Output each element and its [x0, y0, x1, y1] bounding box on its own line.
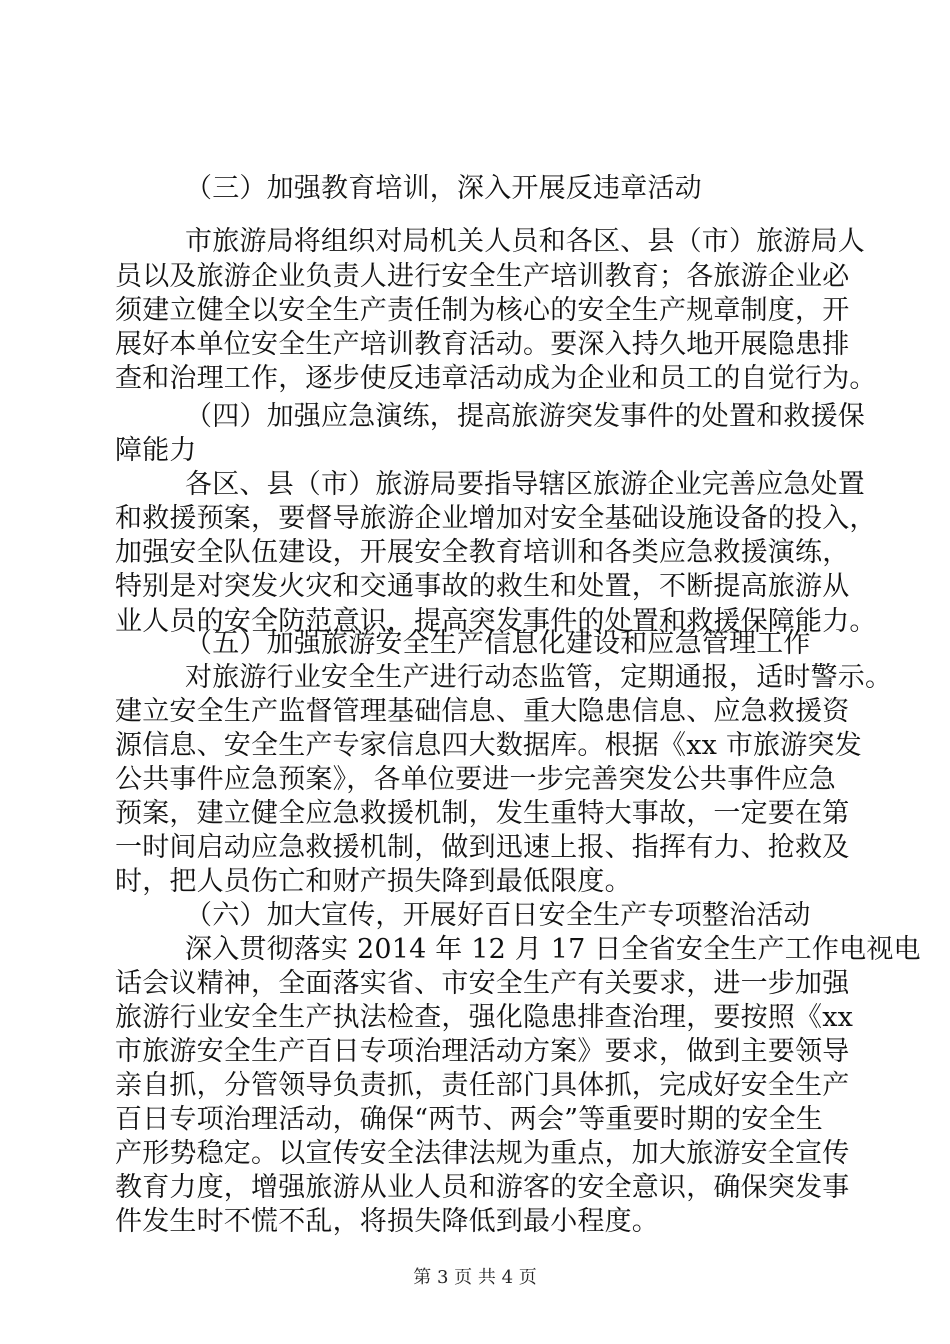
section-heading-3: （三）加强教育培训，深入开展反违章活动	[185, 173, 702, 204]
paragraph-line: 各区、县（市）旅游局要指导辖区旅游企业完善应急处置	[185, 469, 865, 500]
page-number-footer: 第 3 页 共 4 页	[413, 1267, 537, 1288]
paragraph-line: 市旅游安全生产百日专项治理活动方案》要求，做到主要领导	[115, 1036, 850, 1067]
paragraph-line: 市旅游局将组织对局机关人员和各区、县（市）旅游局人	[185, 226, 865, 257]
paragraph-line: 旅游行业安全生产执法检查，强化隐患排查治理，要按照《xx	[115, 1002, 854, 1033]
paragraph-line: 特别是对突发火灾和交通事故的救生和处置，不断提高旅游从	[115, 571, 850, 602]
paragraph-line: 和救援预案，要督导旅游企业增加对安全基础设施设备的投入，	[115, 503, 877, 534]
paragraph-line: 深入贯彻落实 2014 年 12 月 17 日全省安全生产工作电视电	[185, 934, 921, 965]
paragraph-line: 预案，建立健全应急救援机制，发生重特大事故，一定要在第	[115, 798, 850, 829]
paragraph-line: 业人员的安全防范意识，提高突发事件的处置和救援保障能力。	[115, 606, 877, 637]
paragraph-line: 须建立健全以安全生产责任制为核心的安全生产规章制度，开	[115, 295, 850, 326]
paragraph-line: 话会议精神，全面落实省、市安全生产有关要求，进一步加强	[115, 968, 850, 999]
paragraph-line: 展好本单位安全生产培训教育活动。要深入持久地开展隐患排	[115, 329, 850, 360]
paragraph-line: 产形势稳定。以宣传安全法律法规为重点，加大旅游安全宣传	[115, 1138, 850, 1169]
paragraph-line: 一时间启动应急救援机制，做到迅速上报、指挥有力、抢救及	[115, 832, 850, 863]
section-heading-5: （五）加强旅游安全生产信息化建设和应急管理工作	[185, 628, 811, 659]
paragraph-line: 建立安全生产监督管理基础信息、重大隐患信息、应急救援资	[115, 696, 850, 727]
paragraph-line: 件发生时不慌不乱，将损失降低到最小程度。	[115, 1206, 659, 1237]
paragraph-line: 对旅游行业安全生产进行动态监管，定期通报，适时警示。	[185, 662, 893, 693]
section-heading-4-cont: 障能力	[115, 435, 197, 466]
paragraph-line: 查和治理工作，逐步使反违章活动成为企业和员工的自觉行为。	[115, 363, 877, 394]
section-heading-6: （六）加大宣传，开展好百日安全生产专项整治活动	[185, 900, 811, 931]
section-heading-4: （四）加强应急演练，提高旅游突发事件的处置和救援保	[185, 401, 865, 432]
paragraph-line: 教育力度，增强旅游从业人员和游客的安全意识，确保突发事	[115, 1172, 850, 1203]
paragraph-line: 亲自抓，分管领导负责抓，责任部门具体抓，完成好安全生产	[115, 1070, 850, 1101]
paragraph-line: 加强安全队伍建设，开展安全教育培训和各类应急救援演练，	[115, 537, 850, 568]
paragraph-line: 公共事件应急预案》，各单位要进一步完善突发公共事件应急	[115, 764, 836, 795]
paragraph-line: 百日专项治理活动，确保“两节、两会”等重要时期的安全生	[115, 1104, 824, 1135]
paragraph-line: 源信息、安全生产专家信息四大数据库。根据《xx 市旅游突发	[115, 730, 862, 761]
paragraph-line: 员以及旅游企业负责人进行安全生产培训教育；各旅游企业必	[115, 261, 850, 292]
paragraph-line: 时，把人员伤亡和财产损失降到最低限度。	[115, 866, 632, 897]
